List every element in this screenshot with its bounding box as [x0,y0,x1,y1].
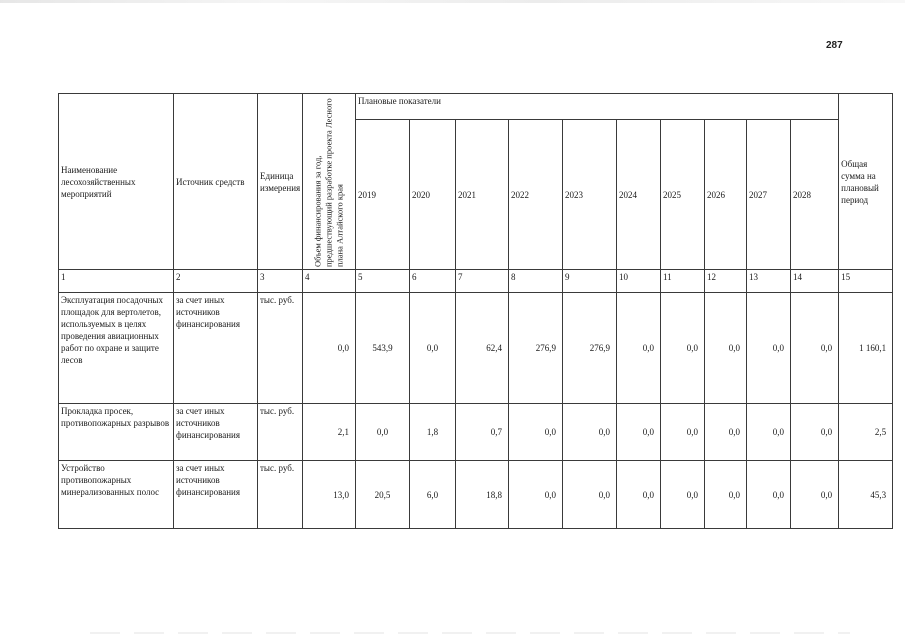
row-year-value: 62,4 [456,293,509,404]
row-year-value: 18,8 [456,461,509,529]
row-source: за счет иных источников финансирования [174,293,258,404]
row-source: за счет иных источников финансирования [174,461,258,529]
row-year-value: 543,9 [356,293,410,404]
row-year-value: 0,0 [617,404,661,461]
page-number: 287 [826,40,843,51]
table-row [59,461,893,529]
column-number-row [59,270,893,293]
header-unit: Единица измерения [258,94,303,270]
header-year: 2022 [509,120,563,270]
column-number: 12 [705,270,747,293]
row-year-value: 0,0 [563,404,617,461]
row-year-value: 1,8 [410,404,456,461]
row-total-value: 1 160,1 [839,293,893,404]
row-year-value: 0,0 [617,461,661,529]
header-prior-funding-text: Объем финансирования за год, предшествующий разработке проекта Лесного плана Алтайского края [312,97,345,267]
column-number: 8 [509,270,563,293]
column-number: 5 [356,270,410,293]
row-year-value: 0,0 [356,404,410,461]
row-unit: тыс. руб. [258,461,303,529]
row-year-value: 0,0 [661,404,705,461]
row-year-value: 0,0 [705,293,747,404]
row-total-value: 2,5 [839,404,893,461]
header-planned-indicators: Плановые показатели [356,94,839,120]
column-number: 15 [839,270,893,293]
row-source: за счет иных источников финансирования [174,404,258,461]
header-row-1 [59,94,893,120]
column-number: 10 [617,270,661,293]
row-year-value: 0,0 [563,461,617,529]
header-year: 2027 [747,120,791,270]
scan-edge-bottom [90,632,850,634]
row-unit: тыс. руб. [258,404,303,461]
row-year-value: 0,0 [410,293,456,404]
row-year-value: 0,0 [661,461,705,529]
row-year-value: 0,0 [705,404,747,461]
header-year: 2025 [661,120,705,270]
column-number: 1 [59,270,174,293]
column-number: 2 [174,270,258,293]
row-year-value: 20,5 [356,461,410,529]
row-year-value: 276,9 [563,293,617,404]
row-prior-value: 13,0 [303,461,356,529]
row-activity-name: Эксплуатация посадочных площадок для вертолетов, используемых в целях проведения авиационных работ по охране и защите лесов [59,293,174,404]
header-year: 2020 [410,120,456,270]
column-number: 14 [791,270,839,293]
column-number: 7 [456,270,509,293]
header-name: Наименование лесохозяйственных мероприятий [59,94,174,270]
row-year-value: 0,0 [661,293,705,404]
row-activity-name: Прокладка просек, противопожарных разрывов [59,404,174,461]
column-number: 4 [303,270,356,293]
header-source: Источник средств [174,94,258,270]
scan-edge-top [0,0,905,3]
row-total-value: 45,3 [839,461,893,529]
column-number: 3 [258,270,303,293]
row-year-value: 0,0 [791,404,839,461]
header-year: 2026 [705,120,747,270]
column-number: 13 [747,270,791,293]
row-unit: тыс. руб. [258,293,303,404]
row-year-value: 0,0 [705,461,747,529]
row-year-value: 0,0 [747,404,791,461]
row-year-value: 0,0 [791,461,839,529]
column-number: 9 [563,270,617,293]
row-year-value: 0,0 [791,293,839,404]
row-year-value: 0,7 [456,404,509,461]
header-prior-funding [303,94,356,270]
table-row [59,404,893,461]
row-year-value: 6,0 [410,461,456,529]
row-activity-name: Устройство противопожарных минерализованных полос [59,461,174,529]
forestry-plan-table [58,93,893,529]
row-year-value: 0,0 [747,461,791,529]
row-year-value: 276,9 [509,293,563,404]
row-prior-value: 0,0 [303,293,356,404]
header-total: Общая сумма на плановый период [839,94,893,270]
row-year-value: 0,0 [509,461,563,529]
row-year-value: 0,0 [747,293,791,404]
column-number: 11 [661,270,705,293]
row-year-value: 0,0 [509,404,563,461]
header-year: 2019 [356,120,410,270]
column-number: 6 [410,270,456,293]
row-year-value: 0,0 [617,293,661,404]
header-year: 2023 [563,120,617,270]
row-prior-value: 2,1 [303,404,356,461]
table-row [59,293,893,404]
header-year: 2021 [456,120,509,270]
header-year: 2024 [617,120,661,270]
header-year: 2028 [791,120,839,270]
